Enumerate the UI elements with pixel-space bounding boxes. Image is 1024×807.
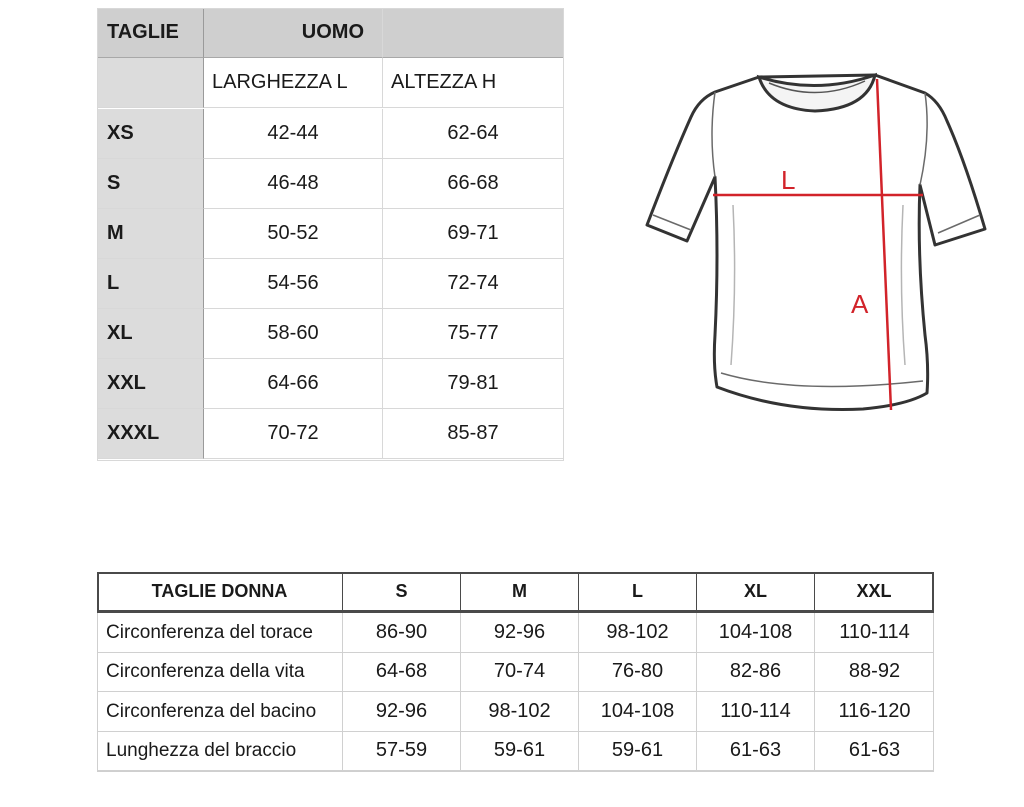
height-measure-label: A bbox=[851, 289, 869, 319]
width-value: 54-56 bbox=[204, 259, 383, 309]
measure-value: 104-108 bbox=[579, 692, 697, 732]
size-label: XXXL bbox=[97, 409, 204, 459]
table-row bbox=[97, 731, 934, 771]
measure-label: Circonferenza del torace bbox=[97, 613, 343, 653]
measure-value: 88-92 bbox=[815, 652, 934, 692]
women-header-size: M bbox=[461, 572, 579, 612]
width-value: 58-60 bbox=[204, 309, 383, 359]
table-row bbox=[97, 409, 564, 459]
measure-label: Circonferenza della vita bbox=[97, 652, 343, 692]
measure-value: 59-61 bbox=[579, 731, 697, 771]
height-value: 85-87 bbox=[383, 409, 564, 459]
measure-label: Circonferenza del bacino bbox=[97, 692, 343, 732]
table-row bbox=[97, 209, 564, 259]
measure-value: 76-80 bbox=[579, 652, 697, 692]
men-table-header-row bbox=[97, 8, 564, 58]
measure-value: 86-90 bbox=[343, 613, 461, 653]
women-header-size: L bbox=[579, 572, 697, 612]
women-table-header-row bbox=[97, 572, 934, 612]
women-header-size: XL bbox=[697, 572, 815, 612]
women-header-size: S bbox=[343, 572, 461, 612]
height-value: 69-71 bbox=[383, 209, 564, 259]
measure-value: 59-61 bbox=[461, 731, 579, 771]
measure-value: 98-102 bbox=[461, 692, 579, 732]
measure-value: 82-86 bbox=[697, 652, 815, 692]
measure-value: 64-68 bbox=[343, 652, 461, 692]
height-value: 66-68 bbox=[383, 159, 564, 209]
width-value: 50-52 bbox=[204, 209, 383, 259]
height-value: 62-64 bbox=[383, 109, 564, 159]
table-row bbox=[97, 359, 564, 409]
measure-value: 98-102 bbox=[579, 613, 697, 653]
measure-value: 70-74 bbox=[461, 652, 579, 692]
men-header-sizes: TAGLIE bbox=[97, 8, 204, 58]
table-row bbox=[97, 109, 564, 159]
measure-value: 110-114 bbox=[697, 692, 815, 732]
width-value: 70-72 bbox=[204, 409, 383, 459]
men-header-uomo: UOMO bbox=[204, 8, 383, 58]
measure-value: 61-63 bbox=[697, 731, 815, 771]
measure-label: Lunghezza del braccio bbox=[97, 731, 343, 771]
size-label: XL bbox=[97, 309, 204, 359]
width-value: 42-44 bbox=[204, 109, 383, 159]
table-row bbox=[97, 613, 934, 653]
width-measure-label: L bbox=[781, 165, 796, 195]
size-label: XXL bbox=[97, 359, 204, 409]
measure-value: 61-63 bbox=[815, 731, 934, 771]
table-row bbox=[97, 692, 934, 732]
measure-value: 92-96 bbox=[343, 692, 461, 732]
size-label: L bbox=[97, 259, 204, 309]
men-subheader-width: LARGHEZZA L bbox=[204, 58, 383, 108]
women-header-size: XXL bbox=[815, 572, 934, 612]
men-header-empty bbox=[383, 8, 564, 58]
men-size-table bbox=[97, 8, 564, 461]
width-value: 46-48 bbox=[204, 159, 383, 209]
measure-value: 104-108 bbox=[697, 613, 815, 653]
measure-value: 57-59 bbox=[343, 731, 461, 771]
size-label: S bbox=[97, 159, 204, 209]
men-subheader-empty bbox=[97, 58, 204, 108]
table-row bbox=[97, 652, 934, 692]
width-value: 64-66 bbox=[204, 359, 383, 409]
measure-value: 116-120 bbox=[815, 692, 934, 732]
size-label: M bbox=[97, 209, 204, 259]
tshirt-outline bbox=[647, 75, 985, 410]
measure-value: 92-96 bbox=[461, 613, 579, 653]
table-row bbox=[97, 259, 564, 309]
measure-value: 110-114 bbox=[815, 613, 934, 653]
height-value: 75-77 bbox=[383, 309, 564, 359]
men-table-subheader-row bbox=[97, 58, 564, 108]
women-size-table bbox=[97, 572, 934, 772]
height-value: 79-81 bbox=[383, 359, 564, 409]
size-label: XS bbox=[97, 109, 204, 159]
men-subheader-height: ALTEZZA H bbox=[383, 58, 564, 108]
height-value: 72-74 bbox=[383, 259, 564, 309]
women-header-title: TAGLIE DONNA bbox=[97, 572, 343, 612]
table-row bbox=[97, 309, 564, 359]
tshirt-measurement-illustration bbox=[635, 65, 995, 425]
table-row bbox=[97, 159, 564, 209]
